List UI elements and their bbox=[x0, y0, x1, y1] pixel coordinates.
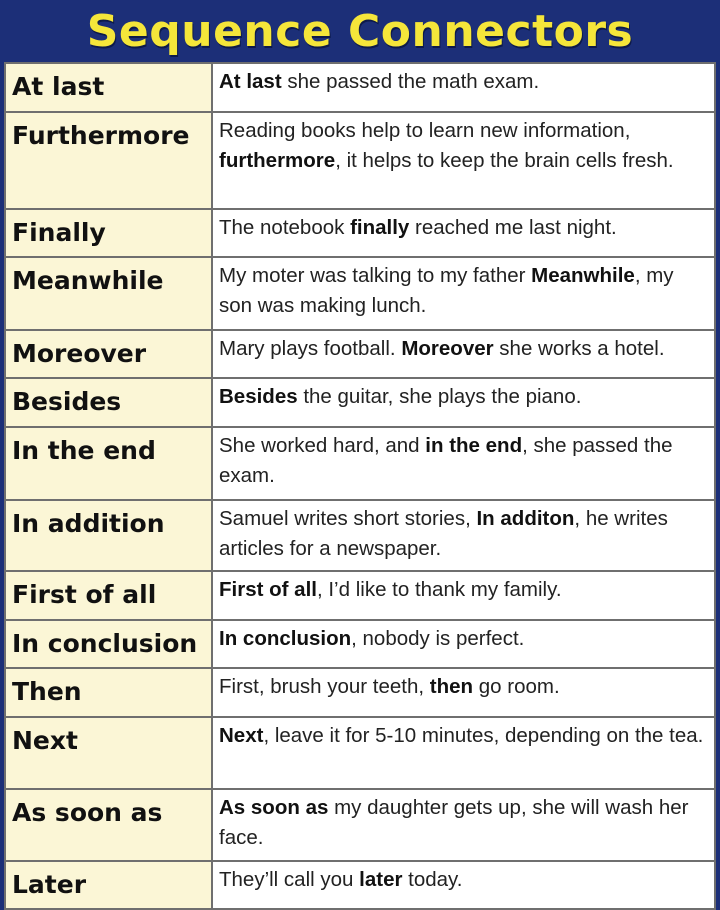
page-title: Sequence Connectors bbox=[0, 0, 720, 62]
connector-term: First of all bbox=[5, 571, 212, 620]
table-row bbox=[5, 257, 715, 330]
example-sentence: Reading books help to learn new information, furthermore, it helps to keep the brain cells fresh. bbox=[212, 112, 715, 209]
connector-term: Meanwhile bbox=[5, 257, 212, 330]
table-row bbox=[5, 571, 715, 620]
example-sentence: As soon as my daughter gets up, she will wash her face. bbox=[212, 789, 715, 861]
example-sentence: Samuel writes short stories, In additon, he writes articles for a newspaper. bbox=[212, 500, 715, 571]
example-sentence: First of all, I’d like to thank my family. bbox=[212, 571, 715, 620]
table-row bbox=[5, 112, 715, 209]
example-sentence: First, brush your teeth, then go room. bbox=[212, 668, 715, 717]
table-row bbox=[5, 500, 715, 571]
example-sentence: Next, leave it for 5-10 minutes, depending on the tea. bbox=[212, 717, 715, 789]
example-sentence: At last she passed the math exam. bbox=[212, 63, 715, 112]
connector-term: As soon as bbox=[5, 789, 212, 861]
example-sentence: They’ll call you later today. bbox=[212, 861, 715, 909]
connector-term: At last bbox=[5, 63, 212, 112]
table-row bbox=[5, 427, 715, 500]
example-sentence: In conclusion, nobody is perfect. bbox=[212, 620, 715, 668]
example-sentence: Besides the guitar, she plays the piano. bbox=[212, 378, 715, 427]
connector-term: Then bbox=[5, 668, 212, 717]
connector-term: Finally bbox=[5, 209, 212, 257]
connector-term: Furthermore bbox=[5, 112, 212, 209]
table-row bbox=[5, 861, 715, 909]
example-sentence: My moter was talking to my father Meanwhile, my son was making lunch. bbox=[212, 257, 715, 330]
table-row bbox=[5, 620, 715, 668]
table-row bbox=[5, 668, 715, 717]
connector-term: In addition bbox=[5, 500, 212, 571]
table-row bbox=[5, 717, 715, 789]
connector-term: Moreover bbox=[5, 330, 212, 378]
connector-term: Later bbox=[5, 861, 212, 909]
connectors-table bbox=[4, 62, 716, 910]
example-sentence: Mary plays football. Moreover she works a hotel. bbox=[212, 330, 715, 378]
connector-term: In the end bbox=[5, 427, 212, 500]
connector-term: In conclusion bbox=[5, 620, 212, 668]
connector-term: Besides bbox=[5, 378, 212, 427]
example-sentence: She worked hard, and in the end, she passed the exam. bbox=[212, 427, 715, 500]
table-row bbox=[5, 789, 715, 861]
table-row bbox=[5, 209, 715, 257]
table-row bbox=[5, 330, 715, 378]
example-sentence: The notebook finally reached me last night. bbox=[212, 209, 715, 257]
connector-term: Next bbox=[5, 717, 212, 789]
table-row bbox=[5, 63, 715, 112]
table-row bbox=[5, 378, 715, 427]
